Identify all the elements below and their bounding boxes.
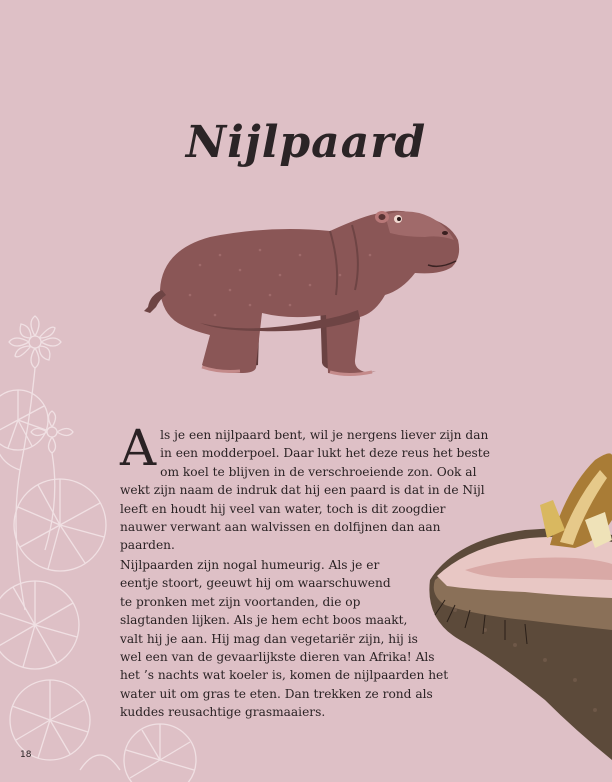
paragraph-intro-text: ls je een nijlpaard bent, wil je nergens liever zijn dan in een modderpoel. Daar lukt het deze reus het beste om koel te blijven in de verschroeiende zon. Ook al wekt zijn naam de indruk dat hij een paard is dat in de Nijl leeft en houdt hij veel van water, toch is dit zoogdier nauwer verwant aan walvissen en dolfijnen dan aan paarden. bbox=[120, 428, 490, 553]
hippo-illustration bbox=[140, 195, 470, 385]
dropcap: A bbox=[120, 419, 157, 477]
paragraph-line: eentje stoort, geeuwt hij om waarschuwend bbox=[120, 576, 391, 591]
paragraph-line: Nijlpaarden zijn nogal humeurig. Als je er bbox=[120, 558, 380, 572]
paragraph-line: te pronken met zijn voortanden, die op bbox=[120, 594, 361, 609]
paragraph-behaviour bbox=[120, 556, 450, 722]
paragraph-line: kuddes reusachtige grasmaaiers. bbox=[120, 705, 326, 720]
paragraph-intro bbox=[120, 419, 492, 555]
page-number: 18 bbox=[20, 750, 32, 760]
paragraph-line: slagtanden lijken. Als je hem echt boos maakt, bbox=[120, 613, 408, 628]
paragraph-line: wel een van de gevaarlijkste dieren van Afrika! Als bbox=[120, 650, 435, 665]
paragraph-line: valt hij je aan. Hij mag dan vegetariër zijn, hij is bbox=[120, 631, 418, 646]
paragraph-line: het ’s nachts wat koeler is, komen de nijlpaarden het bbox=[120, 668, 449, 683]
flower-icon bbox=[9, 316, 61, 368]
page-title: Nijlpaard bbox=[185, 117, 427, 169]
paragraph-line: water uit om gras te eten. Dan trekken ze rond als bbox=[120, 686, 433, 701]
hippo-icon bbox=[144, 211, 459, 375]
